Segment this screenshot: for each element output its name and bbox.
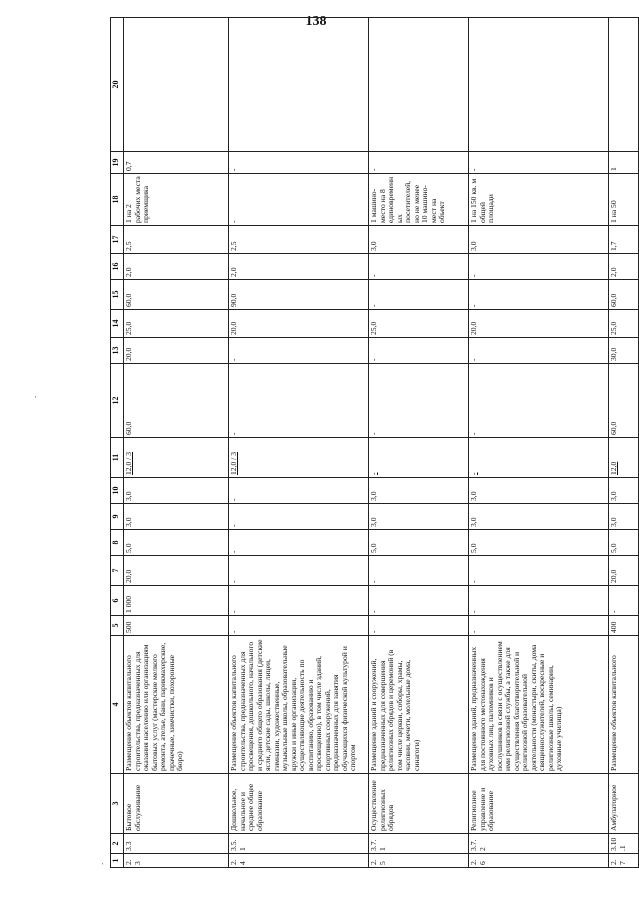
col-header: 20: [111, 18, 124, 152]
table-cell-c18: -: [229, 174, 369, 226]
regulations-table: [110, 17, 639, 868]
table-cell-c2: 3.7.1: [369, 834, 469, 854]
table-cell-c20: [609, 18, 639, 152]
col-header: 9: [111, 504, 124, 530]
table-row: [369, 18, 469, 868]
table-cell-c11: 12,0 / 3: [124, 438, 229, 478]
table-row: [124, 18, 229, 868]
table-cell-c5: -: [369, 616, 469, 636]
table-cell-c7: -: [469, 556, 609, 586]
table-cell-c14: 25,0: [124, 310, 229, 338]
table-cell-c11: 12,0 / 3: [229, 438, 369, 478]
table-cell-c19: -: [469, 152, 609, 174]
table-cell-c10: 3,0: [369, 478, 469, 504]
col-header: 16: [111, 254, 124, 280]
table-cell-c4: Размещение объектов капитального строительства, предназначенных для оказания населению или организациям бытовых услуг (мастерские мелкого ремонта, ателье, бани, парикмахерские, прачечные, химчистки, похоронные бюро): [124, 636, 229, 774]
table-cell-c10: 3,0: [124, 478, 229, 504]
table-cell-c3: Осуществление религиозных обрядов: [369, 774, 469, 834]
table-row: [469, 18, 609, 868]
col-header: 13: [111, 338, 124, 364]
table-cell-c6: -: [369, 586, 469, 616]
table-cell-c2: 3.5.1: [229, 834, 369, 854]
table-row: [229, 18, 369, 868]
table-cell-c3: Бытовое обслуживание: [124, 774, 229, 834]
scan-mark: ': [102, 862, 104, 870]
table-cell-c19: 1: [609, 152, 639, 174]
col-header: 19: [111, 152, 124, 174]
table-cell-c11: 12,0: [609, 438, 639, 478]
table-cell-c7: -: [369, 556, 469, 586]
col-header: 6: [111, 586, 124, 616]
table-cell-c16: 2,0: [609, 254, 639, 280]
table-cell-c12: -: [469, 364, 609, 438]
table-cell-c9: 3,0: [369, 504, 469, 530]
table-cell-c14: 25,0: [369, 310, 469, 338]
col-header: 10: [111, 478, 124, 504]
table-cell-c3: Дошкольное, начальное и среднее общее образование: [229, 774, 369, 834]
table-cell-c10: -: [229, 478, 369, 504]
table-cell-c16: 2,0: [124, 254, 229, 280]
table-cell-c16: -: [469, 254, 609, 280]
table-cell-c1: 2.3: [124, 854, 229, 868]
col-header: 7: [111, 556, 124, 586]
table-cell-c8: 5,0: [369, 530, 469, 556]
table-cell-c4: Размещение объектов капитального: [609, 636, 639, 774]
table-cell-c6: -: [229, 586, 369, 616]
table-cell-c17: 1,7: [609, 226, 639, 254]
col-header: 3: [111, 774, 124, 834]
table-cell-c4: Размещение зданий и сооружений, предназначенных для совершения религиозных обрядов и церемоний (в том числе церкви, соборы, храмы, часовни, мечети, молельные дома, синагоги): [369, 636, 469, 774]
table-cell-c16: -: [369, 254, 469, 280]
col-header: 12: [111, 364, 124, 438]
table-cell-c8: 5,0: [124, 530, 229, 556]
table-cell-c9: 3,0: [609, 504, 639, 530]
table-cell-c13: -: [469, 338, 609, 364]
col-header: 14: [111, 310, 124, 338]
table-viewport: [110, 58, 627, 868]
table-cell-c13: -: [229, 338, 369, 364]
table-cell-c9: 3,0: [469, 504, 609, 530]
table-cell-c12: -: [229, 364, 369, 438]
col-header: 4: [111, 636, 124, 774]
table-cell-c15: 60,0: [124, 280, 229, 310]
table-cell-c6: -: [609, 586, 639, 616]
table-cell-c13: 20,0: [124, 338, 229, 364]
col-header: 15: [111, 280, 124, 310]
col-header: 5: [111, 616, 124, 636]
table-cell-c12: 60,0: [124, 364, 229, 438]
table-cell-c5: -: [469, 616, 609, 636]
table-cell-c17: 3,0: [469, 226, 609, 254]
header-row: [111, 18, 124, 868]
table-cell-c5: 400: [609, 616, 639, 636]
table-cell-c1: 2.5: [369, 854, 469, 868]
table-cell-c2: 3.3: [124, 834, 229, 854]
table-cell-c5: -: [229, 616, 369, 636]
table-cell-c14: 20,0: [229, 310, 369, 338]
table-cell-c13: 30,0: [609, 338, 639, 364]
table-cell-c19: -: [229, 152, 369, 174]
table-cell-c20: [469, 18, 609, 152]
table-cell-c8: -: [229, 530, 369, 556]
table-cell-c19: 0,7: [124, 152, 229, 174]
table-cell-c8: 5,0: [469, 530, 609, 556]
col-header: 1: [111, 854, 124, 868]
table-cell-c17: 3,0: [369, 226, 469, 254]
col-header: 17: [111, 226, 124, 254]
table-cell-c15: -: [369, 280, 469, 310]
table-cell-c5: 500: [124, 616, 229, 636]
table-cell-c4: Размещение зданий, предназначенных для постоянного местонахождения духовных лиц, паломников и послушников в связи с осуществлением ими религиозной службы, а также для осуществления благотворительной и религиозной образовательной деятельности (монастыри, скиты, дома священнослужителей, воскресные и религиозные школы, семинарии, духовные училища): [469, 636, 609, 774]
table-cell-c2: 3.7.2: [469, 834, 609, 854]
table-cell-c17: 2,5: [124, 226, 229, 254]
table-cell-c7: -: [229, 556, 369, 586]
table-cell-c19: -: [369, 152, 469, 174]
page-number: 138: [305, 14, 327, 29]
table-cell-c18: 1 машино-место на 8 единовременных посетителей, но не менее 10 машино-мест на объект: [369, 174, 469, 226]
table-cell-c16: 2,0: [229, 254, 369, 280]
scan-mark: ·: [34, 392, 37, 402]
table-cell-c11: -: [369, 438, 469, 478]
table-cell-c3: Амбулаторное: [609, 774, 639, 834]
table-cell-c18: 1 на 2 рабочих места приемщика: [124, 174, 229, 226]
table-cell-c13: -: [369, 338, 469, 364]
table-cell-c12: 60,0: [609, 364, 639, 438]
col-header: 8: [111, 530, 124, 556]
table-cell-c1: 2.7: [609, 854, 639, 868]
table-cell-c15: 60,0: [609, 280, 639, 310]
col-header: 18: [111, 174, 124, 226]
rotated-table: [110, 58, 627, 868]
table-cell-c1: 2.6: [469, 854, 609, 868]
table-cell-c7: 20,0: [609, 556, 639, 586]
table-cell-c9: -: [229, 504, 369, 530]
table-cell-c15: -: [469, 280, 609, 310]
table-cell-c11: -: [469, 438, 609, 478]
table-cell-c2: 3.10.1: [609, 834, 639, 854]
table-cell-c9: 3,0: [124, 504, 229, 530]
table-cell-c15: 90,0: [229, 280, 369, 310]
col-header: 11: [111, 438, 124, 478]
table-cell-c4: Размещение объектов капитального строительства, предназначенных для просвещения, дошкольного, начального и среднего общего образования (детские ясли, детские сады, школы, лицеи, гимназии, художественные, музыкальные школы, образовательные кружки и иные организации, осуществляющие деятельность по воспитанию, образованию и просвещению), в том числе зданий, спортивных сооружений, предназначенных для занятия обучающихся физической культурой и спортом: [229, 636, 369, 774]
table-cell-c14: 20,0: [469, 310, 609, 338]
table-cell-c6: 1 000: [124, 586, 229, 616]
table-cell-c18: 1 на 150 кв. м общей площади: [469, 174, 609, 226]
table-cell-c3: Религиозное управление и образование: [469, 774, 609, 834]
table-cell-c12: -: [369, 364, 469, 438]
table-cell-c20: [369, 18, 469, 152]
table-cell-c6: -: [469, 586, 609, 616]
table-cell-c20: [229, 18, 369, 152]
table-cell-c8: 5,0: [609, 530, 639, 556]
table-cell-c20: [124, 18, 229, 152]
table-cell-c17: 2,5: [229, 226, 369, 254]
table-cell-c10: 3,0: [609, 478, 639, 504]
table-cell-c18: 1 на 50: [609, 174, 639, 226]
table-cell-c1: 2.4: [229, 854, 369, 868]
col-header: 2: [111, 834, 124, 854]
table-cell-c10: 3,0: [469, 478, 609, 504]
table-row: [609, 18, 639, 868]
table-cell-c7: 20,0: [124, 556, 229, 586]
table-cell-c14: 25,0: [609, 310, 639, 338]
